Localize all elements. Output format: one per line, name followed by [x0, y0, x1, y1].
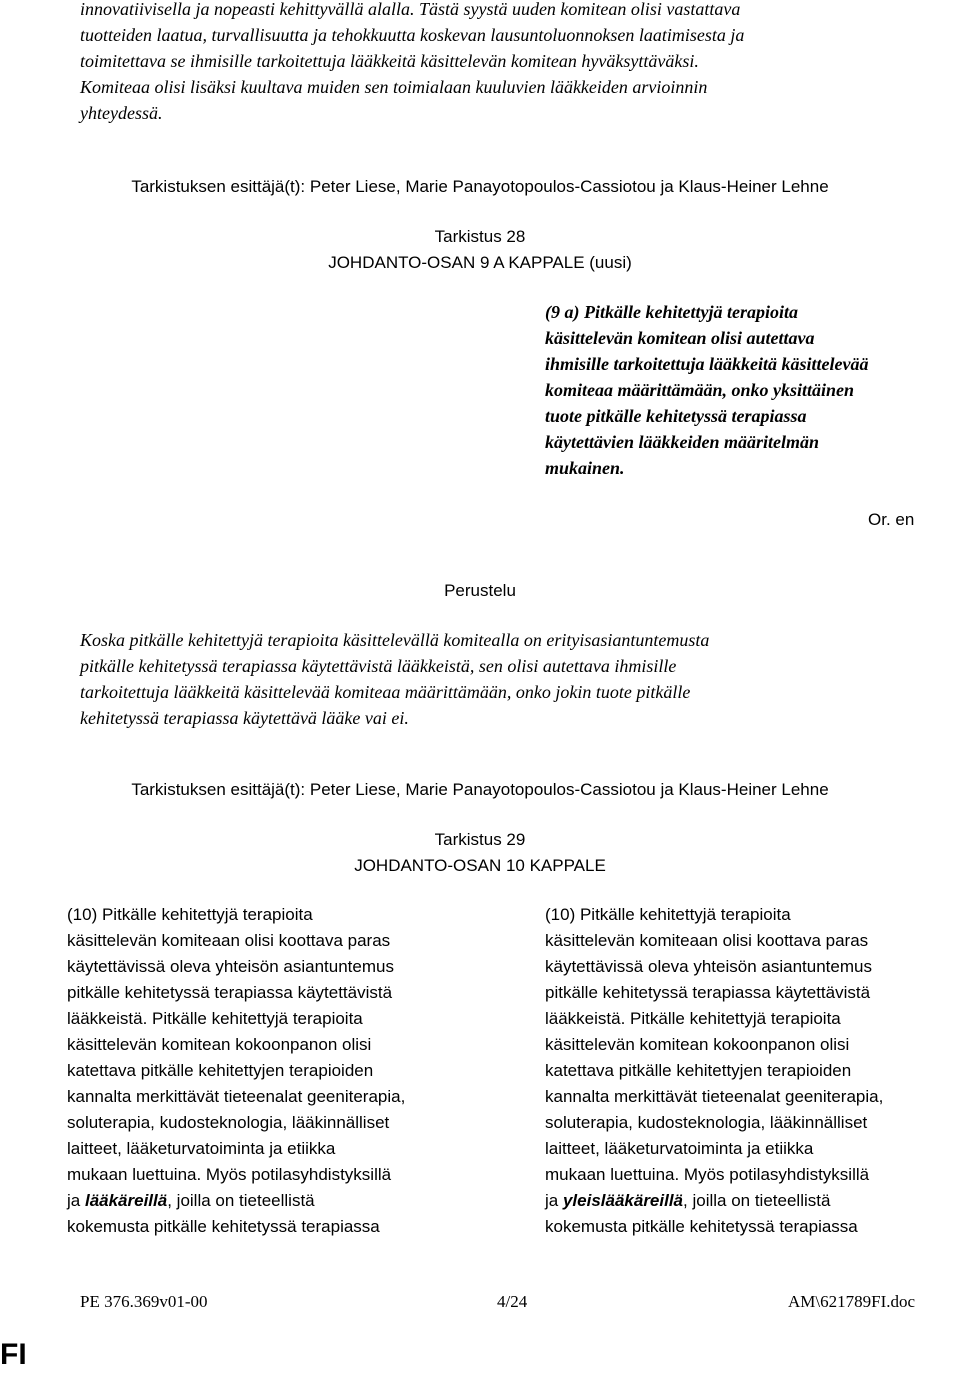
column-line: käsittelevän komitean kokoonpanon olisi — [545, 1035, 850, 1054]
intro-line: Komiteaa olisi lisäksi kuultava muiden sen toimialaan kuuluvien lääkkeiden arvioinnin — [80, 77, 708, 97]
intro-line: innovatiivisella ja nopeasti kehittyvällä alalla. Tästä syystä uuden komitean olisi vastattava — [80, 0, 741, 19]
line-prefix: ja — [545, 1191, 563, 1210]
column-line: mukaan luettuina. Myös potilasyhdistyksillä — [67, 1165, 392, 1184]
original-language: Or. en — [868, 510, 915, 529]
changed-word: lääkäreillä — [84, 1191, 168, 1210]
amendment-line: tuote pitkälle kehitetyssä terapiassa — [545, 406, 807, 426]
column-line: (10) Pitkälle kehitettyjä terapioita — [545, 905, 791, 924]
column-line: laitteet, lääketurvatoiminta ja etiikka — [545, 1139, 814, 1158]
column-line: katettava pitkälle kehitettyjen terapioiden — [67, 1061, 374, 1080]
amendment-line: käytettävien lääkkeiden määritelmän — [545, 432, 819, 452]
justification-line: pitkälle kehitetyssä terapiassa käytettävistä lääkkeistä, sen olisi autettava ihmisille — [80, 656, 677, 676]
column-line: pitkälle kehitetyssä terapiassa käytettävistä — [67, 983, 393, 1002]
amendment-29-target: JOHDANTO-OSAN 10 KAPPALE — [354, 856, 606, 875]
line-suffix: , joilla on tieteellistä — [167, 1191, 315, 1210]
column-line: käsittelevän komitean kokoonpanon olisi — [67, 1035, 372, 1054]
column-line: katettava pitkälle kehitettyjen terapioiden — [545, 1061, 852, 1080]
amendment-29-tabler: Tarkistuksen esittäjä(t): Peter Liese, Marie Panayotopoulos-Cassiotou ja Klaus-Heiner Lehne — [131, 780, 829, 799]
justification-line: tarkoitettuja lääkkeitä käsittelevää komiteaa määrittämään, onko jokin tuote pitkälle — [80, 682, 691, 702]
intro-line: toimitettava se ihmisille tarkoitettuja lääkkeitä käsittelevän komitean hyväksyttäväksi. — [80, 51, 699, 71]
column-line: kokemusta pitkälle kehitetyssä terapiassa — [545, 1217, 858, 1236]
column-line: soluterapia, kudosteknologia, lääkinnälliset — [545, 1113, 868, 1132]
intro-line: yhteydessä. — [80, 103, 163, 123]
line-suffix: , joilla on tieteellistä — [683, 1191, 831, 1210]
column-line — [545, 1188, 960, 1214]
changed-word: yleislääkäreillä — [562, 1191, 684, 1210]
footer-language-code: FI — [0, 1338, 27, 1371]
justification-line: Koska pitkälle kehitettyjä terapioita käsittelevällä komitealla on erityisasiantuntemusta — [80, 630, 710, 650]
intro-line: tuotteiden laatua, turvallisuutta ja tehokkuutta koskevan lausuntoluonnoksen laatimisesta ja — [80, 25, 745, 45]
column-line: kannalta merkittävät tieteenalat geeniterapia, — [67, 1087, 406, 1106]
column-line: lääkkeistä. Pitkälle kehitettyjä terapioita — [545, 1009, 841, 1028]
column-line: kokemusta pitkälle kehitetyssä terapiassa — [67, 1217, 380, 1236]
column-line: laitteet, lääketurvatoiminta ja etiikka — [67, 1139, 336, 1158]
footer-page-number: 4/24 — [497, 1292, 528, 1311]
justification-heading: Perustelu — [444, 581, 516, 600]
column-line: (10) Pitkälle kehitettyjä terapioita — [67, 905, 313, 924]
footer-file-name: AM\621789FI.doc — [788, 1292, 916, 1311]
column-line: pitkälle kehitetyssä terapiassa käytettävistä — [545, 983, 871, 1002]
amendment-line: (9 a) Pitkälle kehitettyjä terapioita — [545, 302, 798, 322]
column-line: käsittelevän komiteaan olisi koottava paras — [545, 931, 869, 950]
column-line: käytettävissä oleva yhteisön asiantuntemus — [67, 957, 394, 976]
amendment-28-number: Tarkistus 28 — [434, 227, 526, 246]
column-line: mukaan luettuina. Myös potilasyhdistyksillä — [545, 1165, 870, 1184]
column-line: lääkkeistä. Pitkälle kehitettyjä terapioita — [67, 1009, 363, 1028]
line-prefix: ja — [67, 1191, 85, 1210]
column-line: käsittelevän komiteaan olisi koottava paras — [67, 931, 391, 950]
column-line: kannalta merkittävät tieteenalat geeniterapia, — [545, 1087, 884, 1106]
column-line — [67, 1188, 487, 1214]
commission-text-column — [67, 902, 487, 1240]
amendment-line: käsittelevän komitean olisi autettava — [545, 328, 815, 348]
footer-document-ref: PE 376.369v01-00 — [80, 1292, 208, 1311]
amendment-text-column — [545, 902, 960, 1240]
column-line: käytettävissä oleva yhteisön asiantuntemus — [545, 957, 872, 976]
amendment-line: komiteaa määrittämään, onko yksittäinen — [545, 380, 855, 400]
amendment-28-target: JOHDANTO-OSAN 9 A KAPPALE (uusi) — [328, 253, 632, 272]
column-line: soluterapia, kudosteknologia, lääkinnälliset — [67, 1113, 390, 1132]
amendment-line: ihmisille tarkoitettuja lääkkeitä käsittelevää — [545, 354, 869, 374]
amendment-29-number: Tarkistus 29 — [434, 830, 526, 849]
amendment-28-tabler: Tarkistuksen esittäjä(t): Peter Liese, Marie Panayotopoulos-Cassiotou ja Klaus-Heiner Lehne — [131, 177, 829, 196]
justification-line: kehitetyssä terapiassa käytettävä lääke vai ei. — [80, 708, 409, 728]
amendment-line: mukainen. — [545, 458, 625, 478]
